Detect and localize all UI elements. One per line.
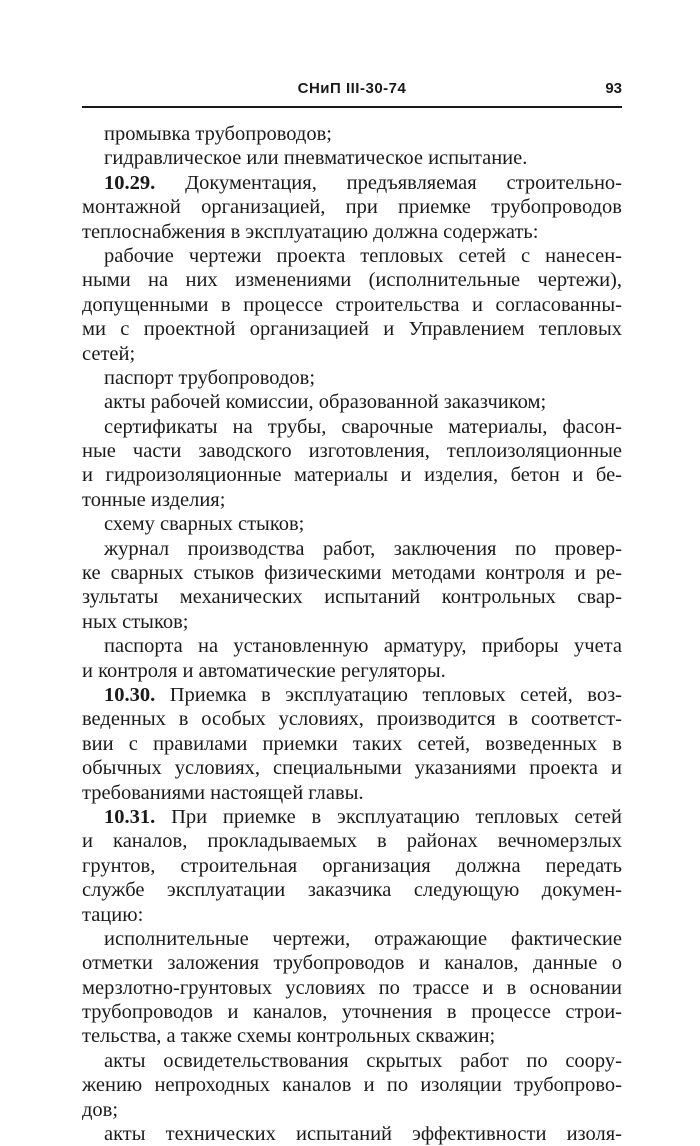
text-line (82, 342, 622, 366)
line-text: сетей; (82, 342, 136, 365)
text-line (82, 390, 622, 414)
line-text: сертификаты на трубы, сварочные материалы, фасон- (104, 415, 622, 438)
text-line (82, 781, 622, 805)
text-line (82, 1098, 622, 1122)
text-line (82, 293, 622, 317)
line-text: отметки заложения трубопроводов и каналов, данные о (82, 952, 622, 975)
line-text: журнал производства работ, заключения по провер- (104, 537, 622, 560)
text-line (82, 195, 622, 219)
line-text: жению непроходных каналов и по изоляции трубопрово- (82, 1074, 622, 1097)
page-number: 93 (605, 80, 622, 97)
text-line (82, 1122, 622, 1146)
text-line (82, 439, 622, 463)
line-text: обычных условиях, специальными указаниями проекта и (82, 757, 622, 780)
line-text: схему сварных стыков; (104, 513, 305, 536)
page-header (82, 80, 622, 106)
line-text: и гидроизоляционные материалы и изделия, бетон и бе- (82, 464, 622, 487)
text-line (82, 683, 622, 707)
line-text: ми с проектной организацией и Управлением тепловых (82, 318, 622, 341)
text-line (82, 244, 622, 268)
line-text: ных стыков; (82, 610, 189, 633)
text-line (82, 878, 622, 902)
text-line (82, 537, 622, 561)
line-text: исполнительные чертежи, отражающие фактические (104, 927, 622, 950)
clause-number: 10.31. (104, 805, 156, 828)
text-line (82, 707, 622, 731)
text-line (82, 512, 622, 536)
text-line (82, 732, 622, 756)
text-line (82, 634, 622, 658)
text-line (82, 585, 622, 609)
text-line (82, 610, 622, 634)
line-text: и каналов, прокладываемых в районах вечномерзлых (82, 830, 622, 853)
text-line (82, 317, 622, 341)
line-text: ке сварных стыков физическими методами контроля и ре- (82, 562, 622, 585)
line-text: ные части заводского изготовления, теплоизоляционные (82, 440, 622, 463)
line-text: Приемка в эксплуатацию тепловых сетей, воз- (155, 683, 622, 706)
line-text: веденных в особых условиях, производится в соответст- (82, 708, 622, 731)
line-text: паспорт трубопроводов; (104, 366, 316, 389)
text-line (82, 366, 622, 390)
text-line (82, 220, 622, 244)
line-text: гидравлическое или пневматическое испытание. (104, 147, 528, 170)
line-text: акты освидетельствования скрытых работ по соору- (104, 1049, 622, 1072)
text-line (82, 122, 622, 146)
text-line (82, 659, 622, 683)
text-line (82, 1000, 622, 1024)
line-text: мерзлотно-грунтовых условиях по трассе и в основании (82, 976, 622, 999)
text-line (82, 488, 622, 512)
line-text: акты рабочей комиссии, образованной заказчиком; (104, 391, 547, 414)
text-line (82, 854, 622, 878)
line-text: монтажной организацией, при приемке трубопроводов (82, 196, 622, 219)
text-line (82, 976, 622, 1000)
text-line (82, 829, 622, 853)
text-line (82, 415, 622, 439)
line-text: промывка трубопроводов; (104, 123, 332, 145)
body-text (82, 122, 622, 1146)
text-line (82, 927, 622, 951)
line-text: рабочие чертежи проекта тепловых сетей с нанесен- (104, 244, 622, 267)
line-text: дов; (82, 1098, 119, 1121)
line-text: трубопроводов и каналов, уточнения в процессе строи- (82, 1001, 622, 1024)
line-text: Документация, предъявляемая строительно- (155, 171, 622, 194)
text-line (82, 805, 622, 829)
header-rule (82, 106, 622, 108)
clause-number: 10.29. (104, 171, 156, 194)
line-text: и контроля и автоматические регуляторы. (82, 659, 446, 682)
document-code: СНиП III-30-74 (297, 80, 407, 97)
line-text: тельства, а также схемы контрольных скважин; (82, 1025, 496, 1048)
text-line (82, 171, 622, 195)
line-text: грунтов, строительная организация должна передать (82, 854, 622, 877)
line-text: требованиями настоящей главы. (82, 781, 364, 804)
clause-number: 10.30. (104, 683, 156, 706)
text-line (82, 1049, 622, 1073)
text-line (82, 903, 622, 927)
line-text: допущенными в процессе строительства и согласованны- (82, 293, 622, 316)
text-line (82, 146, 622, 170)
text-line (82, 951, 622, 975)
line-text: При приемке в эксплуатацию тепловых сетей (155, 805, 622, 828)
text-line (82, 1024, 622, 1048)
line-text: службе эксплуатации заказчика следующую докумен- (82, 879, 622, 902)
line-text: акты технических испытаний эффективности изоля- (104, 1123, 622, 1146)
line-text: вии с правилами приемки таких сетей, возведенных в (82, 732, 622, 755)
line-text: тонные изделия; (82, 488, 226, 511)
line-text: ными на них изменениями (исполнительные чертежи), (82, 269, 622, 292)
text-line (82, 756, 622, 780)
text-line (82, 561, 622, 585)
text-line (82, 463, 622, 487)
text-line (82, 268, 622, 292)
line-text: теплоснабжения в эксплуатацию должна содержать: (82, 220, 539, 243)
text-line (82, 1073, 622, 1097)
line-text: тацию: (82, 903, 144, 926)
line-text: паспорта на установленную арматуру, приборы учета (104, 635, 622, 658)
line-text: зультаты механических испытаний контрольных свар- (82, 586, 622, 609)
